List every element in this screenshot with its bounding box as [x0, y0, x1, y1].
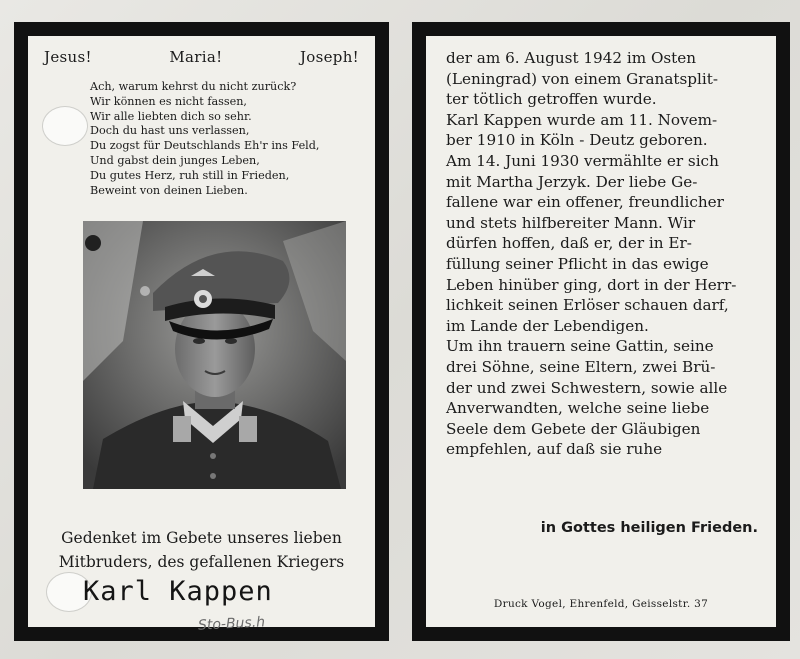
body-line: Um ihn trauern seine Gattin, seine — [446, 337, 714, 356]
portrait-image — [83, 221, 346, 489]
body-line: mit Martha Jerzyk. Der liebe Ge- — [446, 172, 698, 191]
invocation-joseph: Joseph! — [299, 48, 359, 66]
body-line: Seele dem Gebete der Gläubigen — [446, 419, 701, 438]
body-line: Leben hinüber ging, dort in der Herr- — [446, 275, 737, 294]
invocation-jesus: Jesus! — [44, 48, 92, 66]
memorial-line: Gedenket im Gebete unseres lieben — [61, 529, 342, 547]
body-line: der und zwei Schwestern, sowie alle — [446, 378, 728, 397]
poem-line: Ach, warum kehrst du nicht zurück? — [90, 80, 297, 93]
deceased-name: Karl Kappen — [83, 576, 273, 607]
body-line: lichkeit seinen Erlöser schauen darf, — [446, 296, 729, 315]
body-line: ter tötlich getroffen wurde. — [446, 90, 657, 109]
right-panel — [412, 22, 790, 641]
poem-line: Beweint von deinen Lieben. — [90, 183, 248, 197]
body-line: und stets hilfbereiter Mann. Wir — [446, 213, 696, 232]
poem-line: Wir alle liebten dich so sehr. — [90, 109, 252, 123]
poem-line: Du gutes Herz, ruh still in Frieden, — [90, 168, 290, 182]
handwritten-note: Sto-Bus.h — [197, 614, 266, 634]
memorial-text — [28, 526, 375, 574]
closing-line: in Gottes heiligen Frieden. — [540, 520, 758, 536]
body-line: dürfen hoffen, daß er, der in Er- — [446, 234, 692, 253]
invocation-header — [38, 48, 365, 66]
body-line: Anverwandten, welche seine liebe — [446, 399, 710, 418]
soldier-portrait — [83, 221, 346, 489]
poem — [90, 80, 380, 198]
biography-text — [446, 48, 771, 460]
printer-imprint: Druck Vogel, Ehrenfeld, Geisselstr. 37 — [493, 598, 709, 610]
poem-line: Und gabst dein junges Leben, — [90, 153, 260, 167]
body-line: füllung seiner Pflicht in das ewige — [446, 254, 709, 273]
invocation-maria: Maria! — [169, 48, 223, 66]
body-line: drei Söhne, seine Eltern, zwei Brü- — [446, 357, 716, 376]
body-line: ber 1910 in Köln - Deutz geboren. — [446, 131, 708, 150]
poem-line: Doch du hast uns verlassen, — [90, 124, 250, 138]
body-line: der am 6. August 1942 im Osten — [446, 49, 697, 67]
body-line: empfehlen, auf daß sie ruhe — [446, 440, 663, 459]
body-line: Am 14. Juni 1930 vermählte er sich — [446, 151, 719, 170]
poem-line: Du zogst für Deutschlands Eh'r ins Feld, — [90, 139, 320, 153]
body-line: im Lande der Lebendigen. — [446, 316, 649, 335]
body-line: (Leningrad) von einem Granatsplit- — [446, 69, 718, 88]
body-line: fallene war ein offener, freundlicher — [446, 193, 724, 212]
left-panel — [14, 22, 389, 641]
punch-hole — [42, 106, 88, 146]
poem-line: Wir können es nicht fassen, — [90, 94, 247, 108]
body-line: Karl Kappen wurde am 11. Novem- — [446, 110, 718, 129]
memorial-line: Mitbruders, des gefallenen Kriegers — [58, 553, 345, 571]
